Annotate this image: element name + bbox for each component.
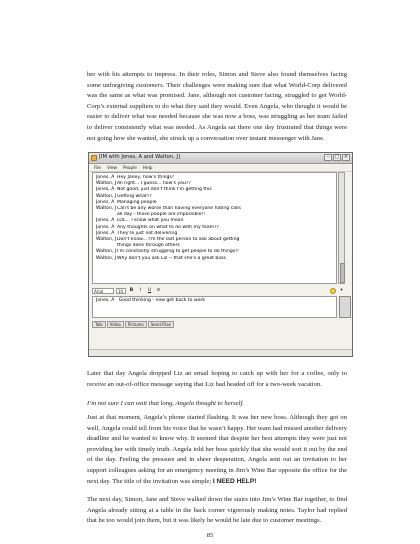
italic-icon[interactable]: I (139, 287, 142, 293)
close-icon[interactable]: × (343, 154, 349, 160)
im-action-tabs (92, 321, 174, 328)
tab-send-files[interactable]: Send Files (148, 321, 174, 328)
tab-pictures[interactable]: Pictures (125, 321, 147, 328)
message-text: Not good, just don't think I'm getting this (117, 187, 212, 193)
message-text: All right... I guess... how's you?? (117, 181, 191, 187)
message-sender: Walton, J (96, 193, 117, 199)
paragraph-1 (87, 70, 347, 144)
page-number: 85 (206, 532, 214, 539)
im-format-toolbar (92, 286, 345, 295)
maximize-icon[interactable]: □ (334, 154, 340, 160)
message-text: Don't know... I'm the last person to ask about getting (117, 237, 240, 243)
message-text: Can't be any worse than having everyone hating calls (117, 206, 241, 212)
paragraph-4-text: Just at that moment, Angela’s phone started flashing. It was her new boss. Although they got on well, Angela could tell from his voice that he wasn’t happy. Her team had missed another delivery deadline and he wanted to know why. It seemed that despite her best attempts they were just not providing her with timely truth. Angela told her boss quickly that she would sort it out by the end of the day. Feeling the pressure and in sheer desperation, Angela sent out an invitation to her support colleagues asking for an emergency meeting in Jim’s Wine Bar opposite the office for the next day. The title of the invitation was simple; (87, 414, 347, 485)
message-text: Any thoughts on what to do with my team?? (117, 224, 219, 230)
tab-talk[interactable]: Talk (92, 321, 106, 328)
scrollbar-thumb[interactable] (340, 263, 345, 283)
im-message-row (96, 256, 334, 262)
message-text: Why don't you ask Liz -- that she's a great boss (117, 255, 226, 261)
message-sender: Walton, J (96, 255, 117, 261)
paragraph-1-text-a: her with his attempts to impress. In their roles, Simon and Steve also found themselves facing some unforgiving (87, 71, 347, 89)
message-text: LOL... I know what you mean (117, 218, 184, 224)
message-text: things done through others (117, 243, 180, 249)
message-sender: Walton, J (96, 249, 117, 255)
im-app-icon (91, 155, 97, 161)
message-sender: Walton, J (96, 181, 117, 187)
message-text: Hey Janey, how's things? (117, 175, 175, 180)
bold-icon[interactable]: B (129, 287, 134, 293)
message-text: all day - those people are impossible!! (117, 212, 206, 218)
message-text: I'm constantly struggling to get people to do things!! (117, 249, 239, 255)
paragraph-3: I’m not sure I can wait that long, Angela thought to herself. (87, 400, 244, 407)
send-button[interactable] (339, 296, 351, 318)
paragraph-4 (87, 413, 347, 487)
message-text: Managing people (117, 199, 157, 205)
message-sender: Jones, A (96, 224, 115, 230)
paragraph-5: The next day, Simon, Jane and Steve walked down the stairs into Jim’s Wine Bar together, to find Angela already sitting at a table in the back corner vigorously making notes. Taylor had replied that he too would join them, but it was likely he would be late due to customer meetings. (87, 496, 347, 525)
menu-file[interactable]: File (94, 165, 102, 170)
font-size-select[interactable]: 10 (116, 288, 126, 294)
input-text: Good thinking - now get back to work (118, 298, 206, 303)
invitation-title: I NEED HELP! (212, 477, 257, 485)
message-input[interactable] (92, 296, 337, 318)
paragraph-2: Later that day Angela dropped Liz an email hoping to catch up with her for a coffee, only to receive an out-of-office message saying that Liz had headed off for a two-week vacation. (87, 370, 347, 388)
message-sender: Jones, A (96, 187, 115, 193)
window-controls (324, 154, 350, 161)
im-conversation-pane[interactable] (92, 172, 337, 284)
message-sender: Walton, J (96, 206, 117, 212)
menu-people[interactable]: People (122, 165, 137, 170)
message-sender: Jones, A (96, 175, 115, 180)
message-sender: Walton, J (96, 237, 117, 243)
menu-view[interactable]: View (107, 165, 117, 170)
im-window-screenshot (88, 152, 353, 357)
tab-video[interactable]: Video (107, 321, 124, 328)
im-status-bar (89, 349, 352, 357)
underline-icon[interactable]: U (147, 287, 152, 293)
message-text: They're just not delivering (117, 230, 178, 236)
align-icon[interactable]: ≡ (156, 287, 161, 293)
im-menu-bar (89, 164, 352, 172)
emoticon-icon[interactable] (330, 288, 336, 294)
message-sender: Jones, A (96, 199, 115, 205)
paragraph-1-text-b: . Their challenges were making sure that what World-Corp delivered was the same as what was promised. Jane, although not customer facing, struggled to get World-Corp’s external suppliers to do what they said they would. Even Angela, who thought it would be easier to deliver what was needed because she was now a boss, was struggling as her team failed to deliver consistently what was needed. As Angela sat there one day frustrated that things were not going how she wanted, she struck up a conversation over instant messenger with Jane. (87, 81, 347, 142)
im-title-bar (89, 153, 352, 164)
font-select[interactable]: Arial (92, 288, 114, 294)
message-sender: Jones, A (96, 218, 115, 224)
message-text: Getting what?? (117, 193, 152, 199)
minimize-icon[interactable]: – (324, 154, 332, 161)
menu-help[interactable]: Help (142, 165, 153, 170)
chevron-down-icon[interactable]: ▾ (340, 287, 343, 293)
input-sender: Jones, A (96, 298, 115, 303)
message-sender: Jones, A (96, 230, 115, 236)
conversation-scrollbar[interactable] (338, 172, 345, 284)
paragraph-1-emphasis: customers (135, 81, 163, 89)
im-window-title: [IM with Jones, A and Walton, J] (99, 154, 180, 160)
